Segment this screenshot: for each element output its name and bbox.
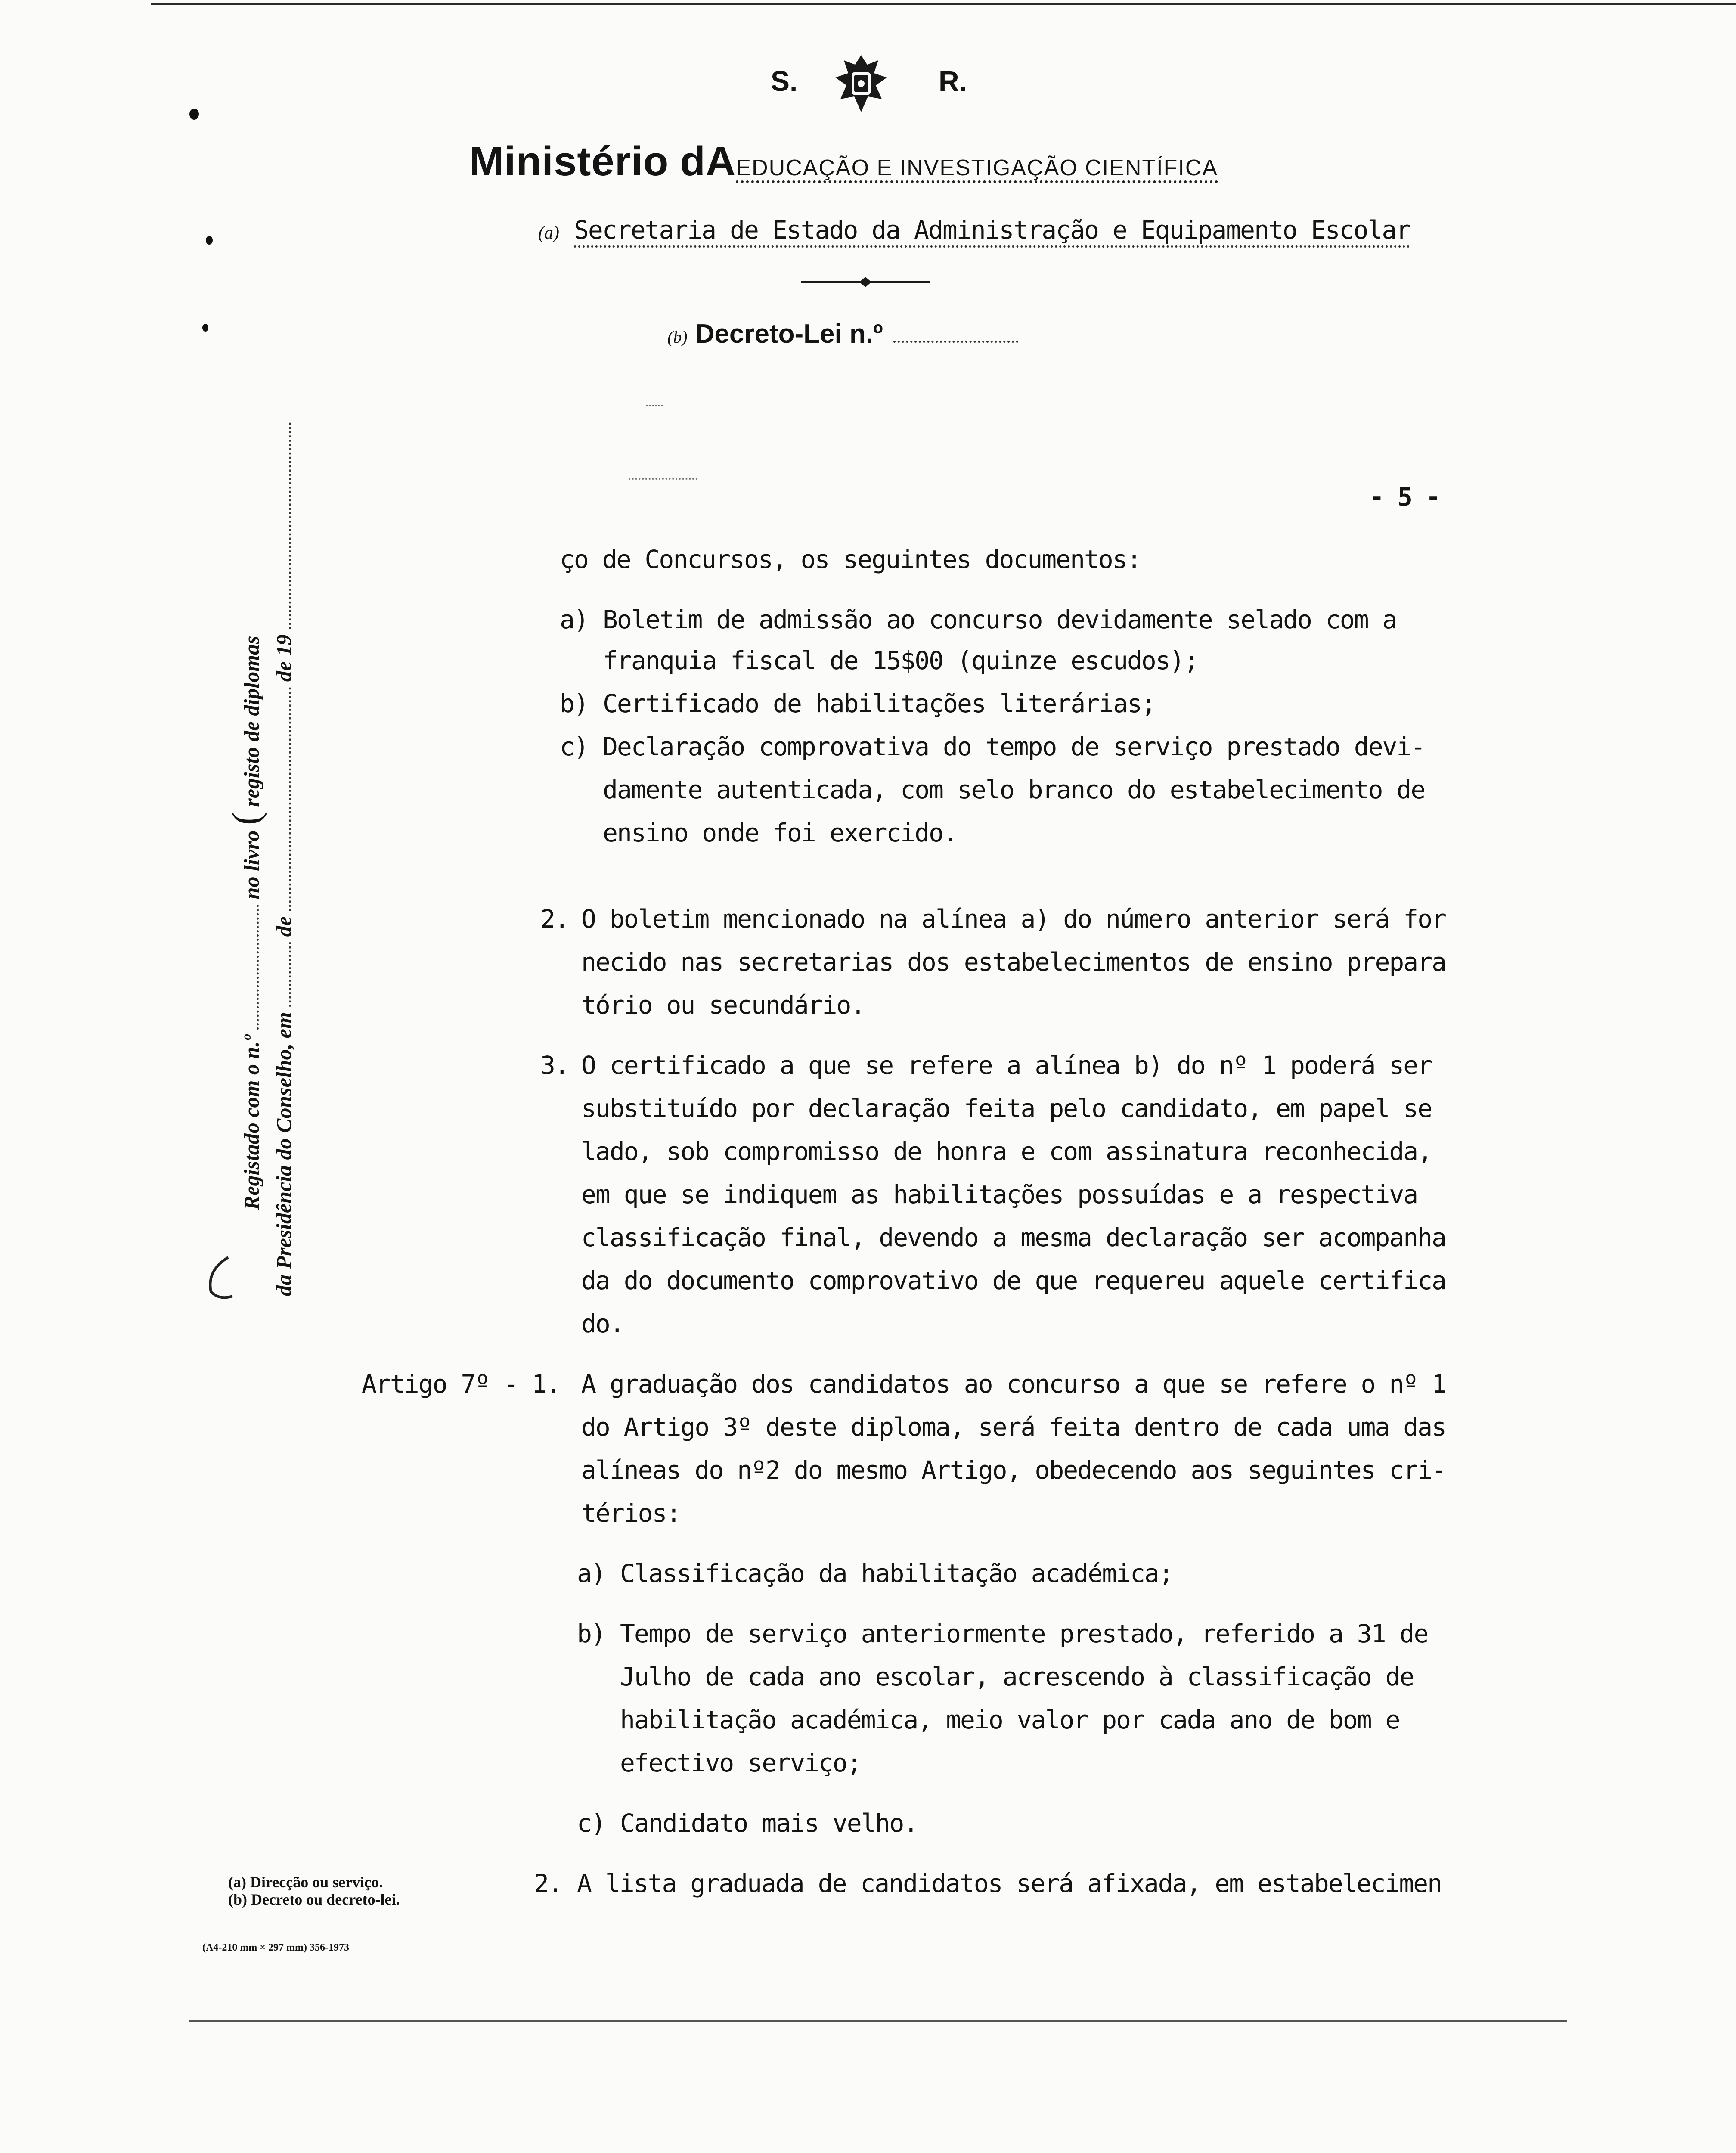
- margin-registered: Registado com o n.º: [239, 1035, 264, 1210]
- para3-line4: em que se indiquem as habilitações possuídas e a respectiva: [581, 1180, 1418, 1209]
- scan-speck: [206, 236, 213, 245]
- scan-smudge: [646, 405, 663, 419]
- header-sr-right: R.: [939, 65, 967, 97]
- item-c-line2: damente autenticada, com selo branco do estabelecimento de: [603, 775, 1425, 804]
- para2-line1: O boletim mencionado na alínea a) do número anterior será for: [581, 904, 1446, 934]
- criterion-b-line3: habilitação académica, meio valor por cada ano de bom e: [620, 1705, 1400, 1734]
- para2-mark: 2.: [540, 904, 569, 934]
- decree-number-blank: [893, 341, 1018, 343]
- item-a-line1: Boletim de admissão ao concurso devidamente selado com a: [603, 605, 1397, 634]
- para3-mark: 3.: [540, 1051, 569, 1080]
- margin-blank: [257, 905, 259, 1030]
- para2-line3: tório ou secundário.: [581, 990, 865, 1020]
- item-c-mark: c): [560, 732, 588, 761]
- header-sr-left: S.: [771, 65, 798, 97]
- article7-line2: do Artigo 3º deste diploma, será feita dentro de cada uma das: [581, 1412, 1446, 1442]
- article7-label: Artigo 7º - 1.: [362, 1369, 560, 1399]
- margin-bracket-mark: [202, 1253, 237, 1305]
- para3-line2: substituído por declaração feita pelo candidato, em papel se: [581, 1094, 1432, 1123]
- intro-line: ço de Concursos, os seguintes documentos:: [560, 545, 1141, 574]
- footnote-mark-b: (b): [667, 327, 688, 347]
- form-reference: (A4-210 mm × 297 mm) 356-1973: [202, 1942, 349, 1953]
- item-a-line2: franquia fiscal de 15$00 (quinze escudos);: [603, 646, 1198, 675]
- secretaria-line: [538, 215, 1410, 245]
- top-rule: [151, 3, 1736, 5]
- criterion-c-line1: Candidato mais velho.: [620, 1809, 918, 1838]
- decree-label: Decreto-Lei n.º: [695, 319, 883, 349]
- criterion-b-line1: Tempo de serviço anteriormente prestado, referido a 31 de: [620, 1619, 1428, 1648]
- secretaria-name: Secretaria de Estado da Administração e Equipamento Escolar: [574, 215, 1410, 248]
- criterion-c-mark: c): [577, 1809, 605, 1838]
- criterion-a-mark: a): [577, 1559, 605, 1588]
- page-number: - 5 -: [1369, 482, 1440, 512]
- ornamental-divider: [801, 276, 930, 289]
- ministry-prefix: Ministério: [469, 138, 669, 184]
- scan-speck: [189, 109, 199, 120]
- bottom-rule: [189, 2020, 1567, 2022]
- para3-line6: da do documento comprovativo de que requereu aquele certifica: [581, 1266, 1446, 1295]
- margin-blank: [289, 687, 291, 911]
- item-c-line1: Declaração comprovativa do tempo de serviço prestado devi-: [603, 732, 1425, 761]
- item-a-mark: a): [560, 605, 588, 634]
- margin-registration-line2: [271, 422, 296, 1296]
- margin-registo: registo de diplomas: [239, 636, 264, 807]
- footnote-b: (b) Decreto ou decreto-lei.: [228, 1891, 400, 1908]
- criterion-b-line2: Julho de cada ano escolar, acrescendo à classificação de: [620, 1662, 1414, 1691]
- item-b-line1: Certificado de habilitações literárias;: [603, 689, 1156, 718]
- ministry-connector: dA: [680, 138, 736, 184]
- article7-para2-mark: 2.: [534, 1869, 562, 1898]
- margin-registration-line1: [224, 636, 268, 1210]
- margin-blank: [289, 422, 291, 629]
- para3-line7: do.: [581, 1309, 624, 1338]
- footnote-mark-a: (a): [538, 223, 559, 243]
- coat-of-arms-icon: [831, 52, 891, 116]
- criterion-a-line1: Classificação da habilitação académica;: [620, 1559, 1173, 1588]
- criterion-b-line4: efectivo serviço;: [620, 1748, 861, 1778]
- footnote-a: (a) Direcção ou serviço.: [228, 1874, 383, 1891]
- margin-presidencia: da Presidência do Conselho, em: [272, 1012, 296, 1296]
- criterion-b-mark: b): [577, 1619, 605, 1648]
- margin-de2: de 19: [272, 634, 296, 682]
- article7-line1: A graduação dos candidatos ao concurso a que se refere o nº 1: [581, 1369, 1446, 1399]
- margin-blank: [289, 942, 291, 1007]
- para3-line3: lado, sob compromisso de honra e com assinatura reconhecida,: [581, 1137, 1432, 1166]
- article7-line3: alíneas do nº2 do mesmo Artigo, obedecendo aos seguintes cri-: [581, 1455, 1446, 1485]
- article7-para2-line1: A lista graduada de candidatos será afixada, em estabelecimen: [577, 1869, 1442, 1898]
- item-c-line3: ensino onde foi exercido.: [603, 818, 957, 847]
- margin-de1: de: [272, 916, 296, 937]
- article7-line4: térios:: [581, 1498, 681, 1528]
- para2-line2: necido nas secretarias dos estabelecimentos de ensino prepara: [581, 947, 1446, 977]
- ministry-name: EDUCAÇÃO E INVESTIGAÇÃO CIENTÍFICA: [736, 155, 1218, 183]
- para3-line1: O certificado a que se refere a alínea b) do nº 1 poderá ser: [581, 1051, 1432, 1080]
- scan-smudge: [629, 478, 698, 493]
- decree-line: [667, 319, 1018, 349]
- item-b-mark: b): [560, 689, 588, 718]
- para3-line5: classificação final, devendo a mesma declaração ser acompanha: [581, 1223, 1446, 1252]
- margin-livro: no livro: [239, 830, 264, 900]
- margin-bracket: (: [225, 812, 267, 825]
- ministry-line: [469, 138, 1218, 185]
- scan-speck: [202, 324, 208, 332]
